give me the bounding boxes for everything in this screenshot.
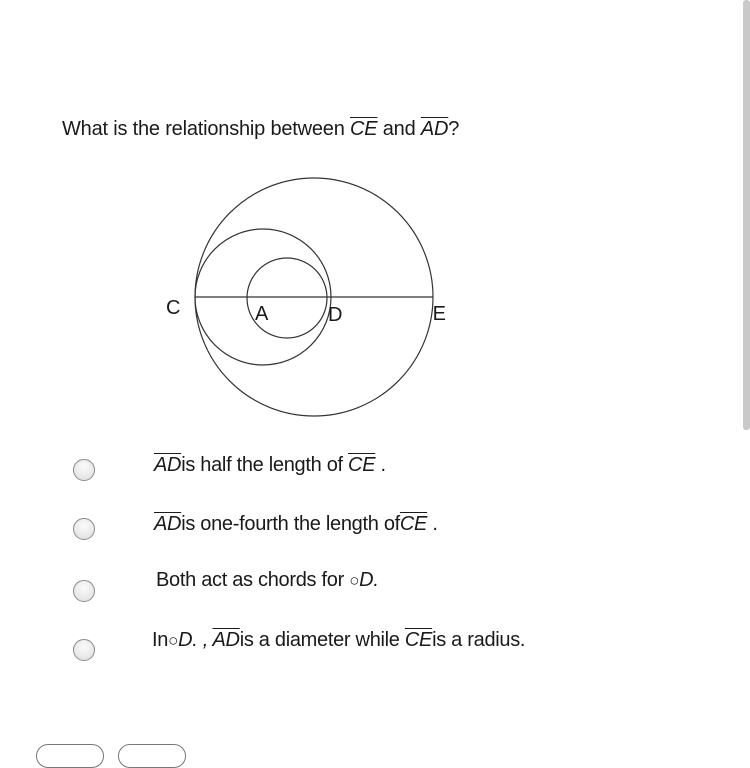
segment-ce: $\overline{CE}$ <box>404 629 433 651</box>
option-4-sep: . , <box>192 629 213 651</box>
question-text <box>62 118 459 141</box>
option-4-phrase: is a diameter while <box>239 629 405 651</box>
option-1-text <box>154 454 386 477</box>
nav-button-1[interactable] <box>36 744 104 768</box>
question-middle: and <box>377 118 421 140</box>
option-1-end: . <box>375 454 386 476</box>
circle-letter: D <box>178 629 193 651</box>
radio-button-4[interactable] <box>73 639 95 661</box>
circle-symbol: ○ <box>349 571 360 590</box>
radio-button-3[interactable] <box>73 580 95 602</box>
segment-ad: $\overline{AD}$ <box>212 629 240 651</box>
radio-button-2[interactable] <box>73 518 95 540</box>
answer-option-1[interactable] <box>0 448 700 488</box>
segment-ce: $\overline{CE}$ <box>399 513 428 535</box>
question-prefix: What is the relationship between <box>62 118 351 140</box>
vertical-scrollbar[interactable] <box>743 0 750 430</box>
segment-ad: $\overline{AD}$ <box>420 118 449 140</box>
option-1-phrase: is half the length of <box>181 454 349 476</box>
option-4-end: is a radius. <box>432 629 526 651</box>
segment-ad: $\overline{AD}$ <box>154 454 182 476</box>
segment-ce: $\overline{CE}$ <box>350 118 378 140</box>
option-4-in: In <box>152 629 169 651</box>
option-3-phrase: Both act as chords for <box>156 569 350 591</box>
option-2-text <box>154 513 438 536</box>
inner-circle-a <box>247 258 327 338</box>
option-4-text <box>152 629 525 652</box>
answer-option-4[interactable] <box>0 628 700 668</box>
option-3-end: . <box>373 569 379 591</box>
segment-ad: $\overline{AD}$ <box>154 513 182 535</box>
option-3-text <box>156 569 379 592</box>
label-a: A <box>255 303 269 325</box>
answer-option-3[interactable] <box>0 569 700 609</box>
radio-button-1[interactable] <box>73 459 95 481</box>
circle-symbol: ○ <box>168 631 179 650</box>
option-2-end: . <box>427 513 438 535</box>
nav-button-2[interactable] <box>118 744 186 768</box>
circles-diagram <box>150 170 450 430</box>
option-2-phrase: is one-fourth the length of <box>181 513 400 535</box>
label-d: D <box>328 304 343 326</box>
label-c: C <box>166 297 181 319</box>
answer-option-2[interactable] <box>0 507 700 547</box>
circle-letter: D <box>359 569 374 591</box>
label-e: E <box>432 303 446 325</box>
segment-ce: $\overline{CE}$ <box>348 454 376 476</box>
question-suffix: ? <box>448 118 460 140</box>
